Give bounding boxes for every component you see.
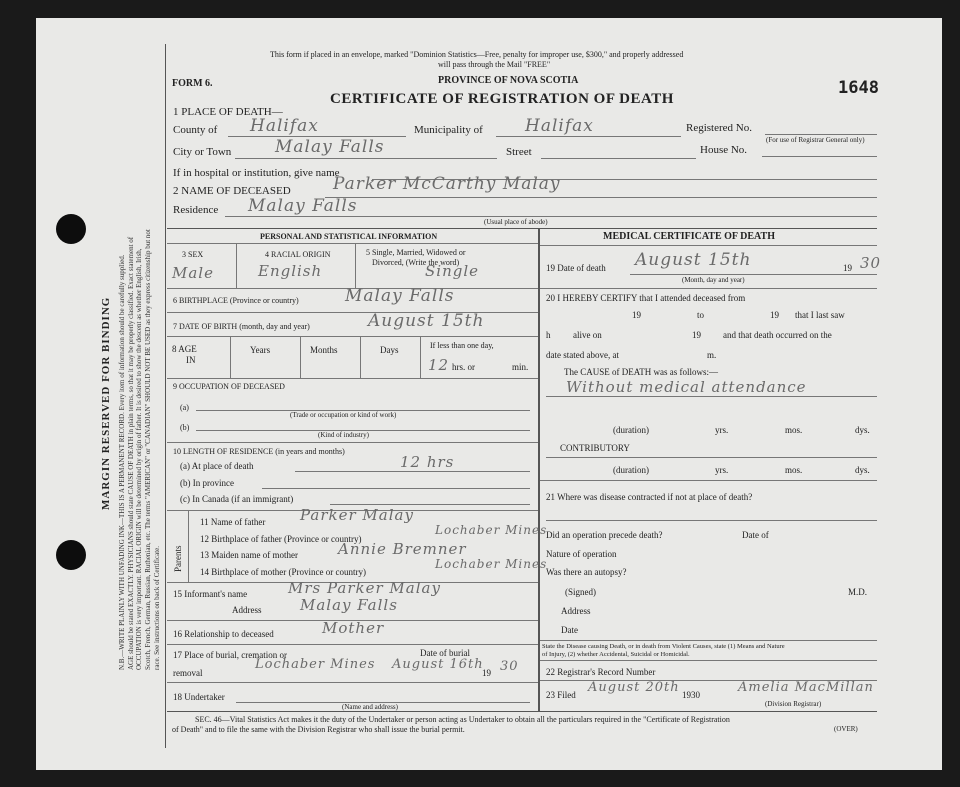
residence-value: Malay Falls — [248, 196, 358, 216]
informant-label: 15 Informant's name — [173, 589, 248, 599]
months-label: Months — [310, 345, 338, 355]
filed-value: August 20th — [588, 680, 680, 695]
footer-line-2: of Death" and to file the same with the Division Registrar who shall issue the burial permit. — [172, 725, 465, 734]
binding-hole — [56, 214, 86, 244]
cause-yrs: yrs. — [715, 425, 729, 435]
footer-line-1: SEC. 46—Vital Statistics Act makes it the duty of the Undertaker or person acting as Undertaker to obtain all the particulars required in the "Certificate of Registration — [195, 715, 730, 724]
mother-birthplace-label: 14 Birthplace of mother (Province or country) — [200, 567, 366, 577]
at-place-label: (a) At place of death — [180, 461, 254, 471]
house-label: House No. — [700, 144, 748, 156]
deceased-name-value: Parker McCarthy Malay — [333, 174, 561, 194]
record-number-label: 22 Registrar's Record Number — [546, 667, 656, 677]
operation-label: Did an operation precede death? — [546, 530, 663, 540]
rule — [325, 197, 877, 198]
undertaker-note: (Name and address) — [342, 703, 398, 711]
hours-value: 12 — [428, 356, 450, 374]
rule — [546, 457, 877, 458]
margin-note: race. See instructions on back of Certificate. — [152, 545, 161, 670]
certify-19b: 19 — [770, 310, 779, 320]
in-province-label: (b) In province — [180, 478, 234, 488]
rule — [225, 216, 877, 217]
age-label: 8 AGE — [172, 344, 197, 354]
certify-alive-on: alive on — [573, 330, 602, 340]
relationship-value: Mother — [322, 619, 385, 637]
dod-value: August 15th — [635, 250, 752, 270]
burial-date-value: August 16th — [392, 657, 484, 672]
rule — [765, 134, 877, 135]
margin-note: AGE should be stated EXACTLY. PHYSICIANS should state CAUSE OF DEATH in plain terms, so that it may be properly classified. Exact statement of — [126, 236, 135, 670]
dob-value: August 15th — [368, 311, 485, 331]
county-value: Halifax — [250, 116, 319, 136]
dod-year-prefix: 19 — [843, 263, 852, 273]
undertaker-label: 18 Undertaker — [173, 692, 225, 702]
street-label: Street — [506, 146, 532, 158]
burial-label: 17 Place of burial, cremation or — [173, 650, 287, 660]
rule — [167, 442, 538, 443]
mail-notice-2: will pass through the Mail "FREE" — [438, 60, 551, 69]
racial-label: 4 RACIAL ORIGIN — [265, 250, 331, 259]
rule — [420, 336, 421, 378]
at-place-value: 12 hrs — [400, 453, 455, 471]
marital-label: 5 Single, Married, Widowed or — [366, 248, 466, 257]
father-birthplace-label: 12 Birthplace of father (Province or country) — [200, 534, 362, 544]
father-birthplace-value: Lochaber Mines — [435, 523, 548, 537]
rule — [540, 480, 877, 481]
contributory-label: CONTRIBUTORY — [560, 443, 630, 453]
certify-19a: 19 — [632, 310, 641, 320]
certificate-title: CERTIFICATE OF REGISTRATION OF DEATH — [330, 91, 674, 107]
rule — [540, 660, 877, 661]
margin-instructions — [118, 50, 162, 670]
age-label-2: IN — [186, 355, 196, 365]
rule — [630, 274, 877, 275]
parents-side-label: Parents — [173, 545, 183, 572]
hospital-label: If in hospital or institution, give name — [173, 167, 340, 179]
rule — [300, 336, 301, 378]
dob-label: 7 DATE OF BIRTH (month, day and year) — [173, 322, 310, 331]
informant-address-value: Malay Falls — [300, 596, 398, 614]
dod-year-value: 30 — [860, 254, 882, 272]
burial-year-value: 30 — [500, 659, 519, 674]
registrar-signature: Amelia MacMillan — [738, 680, 874, 695]
filed-label: 23 Filed — [546, 690, 576, 700]
margin-title: MARGIN RESERVED FOR BINDING — [100, 296, 112, 510]
rule — [188, 510, 189, 582]
footer-over: (OVER) — [834, 725, 858, 733]
residence-length-label: 10 LENGTH OF RESIDENCE (in years and months) — [173, 447, 345, 456]
signed-label: (Signed) — [565, 587, 596, 597]
father-label: 11 Name of father — [200, 517, 266, 527]
rule — [167, 682, 538, 683]
rule — [546, 396, 877, 397]
rule — [540, 640, 877, 641]
marital-label-2: Divorced, (Write the word) — [372, 258, 460, 267]
county-label: County of — [173, 124, 218, 136]
rule — [355, 243, 356, 288]
hours-label: hrs. or — [452, 362, 475, 372]
registered-label: Registered No. — [686, 122, 752, 134]
birthplace-label: 6 BIRTHPLACE (Province or country) — [173, 296, 299, 305]
rule — [167, 644, 538, 645]
sex-value: Male — [172, 264, 214, 282]
municipality-value: Halifax — [525, 116, 594, 136]
occupation-b: (b) — [180, 423, 190, 432]
certify-date-stated: date stated above, at — [546, 350, 619, 360]
mother-label: 13 Maiden name of mother — [200, 550, 298, 560]
rule — [235, 158, 497, 159]
cause-label: The CAUSE of DEATH was as follows:— — [564, 367, 718, 377]
contracted-label: 21 Where was disease contracted if not at place of death? — [546, 492, 753, 502]
mail-notice: This form if placed in an envelope, marked "Dominion Statistics—Free, penalty for improper use, $300," and properly addressed — [270, 50, 684, 59]
margin-note: OCCUPATION is very important. RACIAL ORIGIN will be determined by origin of father. It is desired to show the descent as whether English, Irish, — [135, 248, 144, 670]
in-canada-label: (c) In Canada (if an immigrant) — [180, 494, 294, 504]
margin-note: Scotch, French, German, Russian, Ruthenian, etc. The terms "AMERICAN" or "CANADIAN" SHOULD NOT BE USED as they express citizenship but not — [144, 229, 153, 670]
autopsy-label: Was there an autopsy? — [546, 567, 627, 577]
rule — [546, 520, 877, 521]
registrar-use-note: (For use of Registrar General only) — [766, 136, 865, 144]
rule — [762, 156, 877, 157]
burial-place-value: Lochaber Mines — [255, 657, 376, 672]
serial-number: 1648 — [838, 78, 879, 98]
cause-value: Without medical attendance — [566, 378, 807, 396]
column-divider — [538, 228, 540, 711]
rule — [262, 488, 530, 489]
registrar-note: (Division Registrar) — [765, 700, 822, 708]
province-heading: PROVINCE OF NOVA SCOTIA — [438, 75, 579, 86]
rule — [167, 378, 538, 379]
occupation-label: 9 OCCUPATION OF DECEASED — [173, 382, 285, 391]
cause-dys: dys. — [855, 425, 870, 435]
cause-duration-label: (duration) — [613, 425, 649, 435]
binding-hole — [56, 540, 86, 570]
md-label: M.D. — [848, 587, 868, 597]
rule — [360, 336, 361, 378]
rule — [540, 245, 877, 246]
sex-label: 3 SEX — [182, 250, 204, 259]
deceased-name-label: 2 NAME OF DECEASED — [173, 185, 291, 197]
form-number: FORM 6. — [172, 78, 213, 89]
dod-label: 19 Date of death — [546, 263, 606, 273]
rule — [167, 228, 877, 229]
municipality-label: Municipality of — [414, 124, 483, 136]
certify-h: h — [546, 330, 551, 340]
rule — [330, 504, 530, 505]
certify-m: m. — [707, 350, 717, 360]
racial-value: English — [258, 262, 323, 280]
minutes-label: min. — [512, 362, 529, 372]
personal-heading: PERSONAL AND STATISTICAL INFORMATION — [260, 232, 438, 241]
less-than-day-label: If less than one day, — [430, 341, 494, 350]
rule — [295, 471, 530, 472]
violent-note-2: of Injury, (2) whether Accidental, Suicidal or Homicidal. — [542, 651, 690, 658]
years-label: Years — [250, 345, 271, 355]
binding-margin-line — [165, 44, 166, 748]
rule — [496, 136, 681, 137]
dod-note: (Month, day and year) — [682, 276, 745, 284]
filed-year: 1930 — [682, 690, 700, 700]
rule — [541, 158, 696, 159]
days-label: Days — [380, 345, 399, 355]
informant-value: Mrs Parker Malay — [288, 579, 441, 597]
removal-label: removal — [173, 668, 203, 678]
certify-line-1: 20 I HEREBY CERTIFY that I attended deceased from — [546, 293, 746, 303]
certify-19c: 19 — [692, 330, 701, 340]
residence-label: Residence — [173, 204, 219, 216]
occupation-a-note: (Trade or occupation or kind of work) — [290, 411, 397, 419]
informant-address-label: Address — [232, 605, 262, 615]
nature-label: Nature of operation — [546, 549, 617, 559]
rule — [167, 243, 538, 244]
certify-death-occurred: and that death occurred on the — [723, 330, 832, 340]
certify-last-saw: that I last saw — [795, 310, 845, 320]
violent-note: State the Disease causing Death, or in death from Violent Causes, state (1) Means and Nature — [542, 643, 785, 650]
occupation-a: (a) — [180, 403, 189, 412]
physician-date-label: Date — [561, 625, 578, 635]
marital-value: Single — [425, 262, 480, 280]
rule — [167, 711, 877, 712]
physician-address-label: Address — [561, 606, 591, 616]
burial-year-prefix: 19 — [482, 668, 491, 678]
father-value: Parker Malay — [300, 506, 414, 524]
place-of-death-heading: 1 PLACE OF DEATH— — [173, 106, 283, 118]
medical-heading: MEDICAL CERTIFICATE OF DEATH — [603, 231, 775, 242]
relationship-label: 16 Relationship to deceased — [173, 629, 274, 639]
contrib-duration-label: (duration) — [613, 465, 649, 475]
rule — [540, 288, 877, 289]
certify-to: to — [697, 310, 705, 320]
abode-note: (Usual place of abode) — [484, 218, 548, 226]
city-value: Malay Falls — [275, 137, 385, 157]
mother-birthplace-value: Lochaber Mines — [435, 557, 548, 571]
rule — [230, 336, 231, 378]
mother-value: Annie Bremner — [338, 540, 467, 558]
operation-date-label: Date of — [742, 530, 769, 540]
contrib-mos: mos. — [785, 465, 803, 475]
city-label: City or Town — [173, 146, 232, 158]
cause-mos: mos. — [785, 425, 803, 435]
rule — [236, 243, 237, 288]
occupation-b-note: (Kind of industry) — [318, 431, 369, 439]
contrib-dys: dys. — [855, 465, 870, 475]
birthplace-value: Malay Falls — [345, 286, 455, 306]
burial-date-label: Date of burial — [420, 648, 470, 658]
contrib-yrs: yrs. — [715, 465, 729, 475]
margin-note: N.B.—WRITE PLAINLY WITH UNFADING INK—THIS IS A PERMANENT RECORD. Every item of information should be carefully supplied. — [118, 254, 126, 670]
rule — [167, 336, 538, 337]
